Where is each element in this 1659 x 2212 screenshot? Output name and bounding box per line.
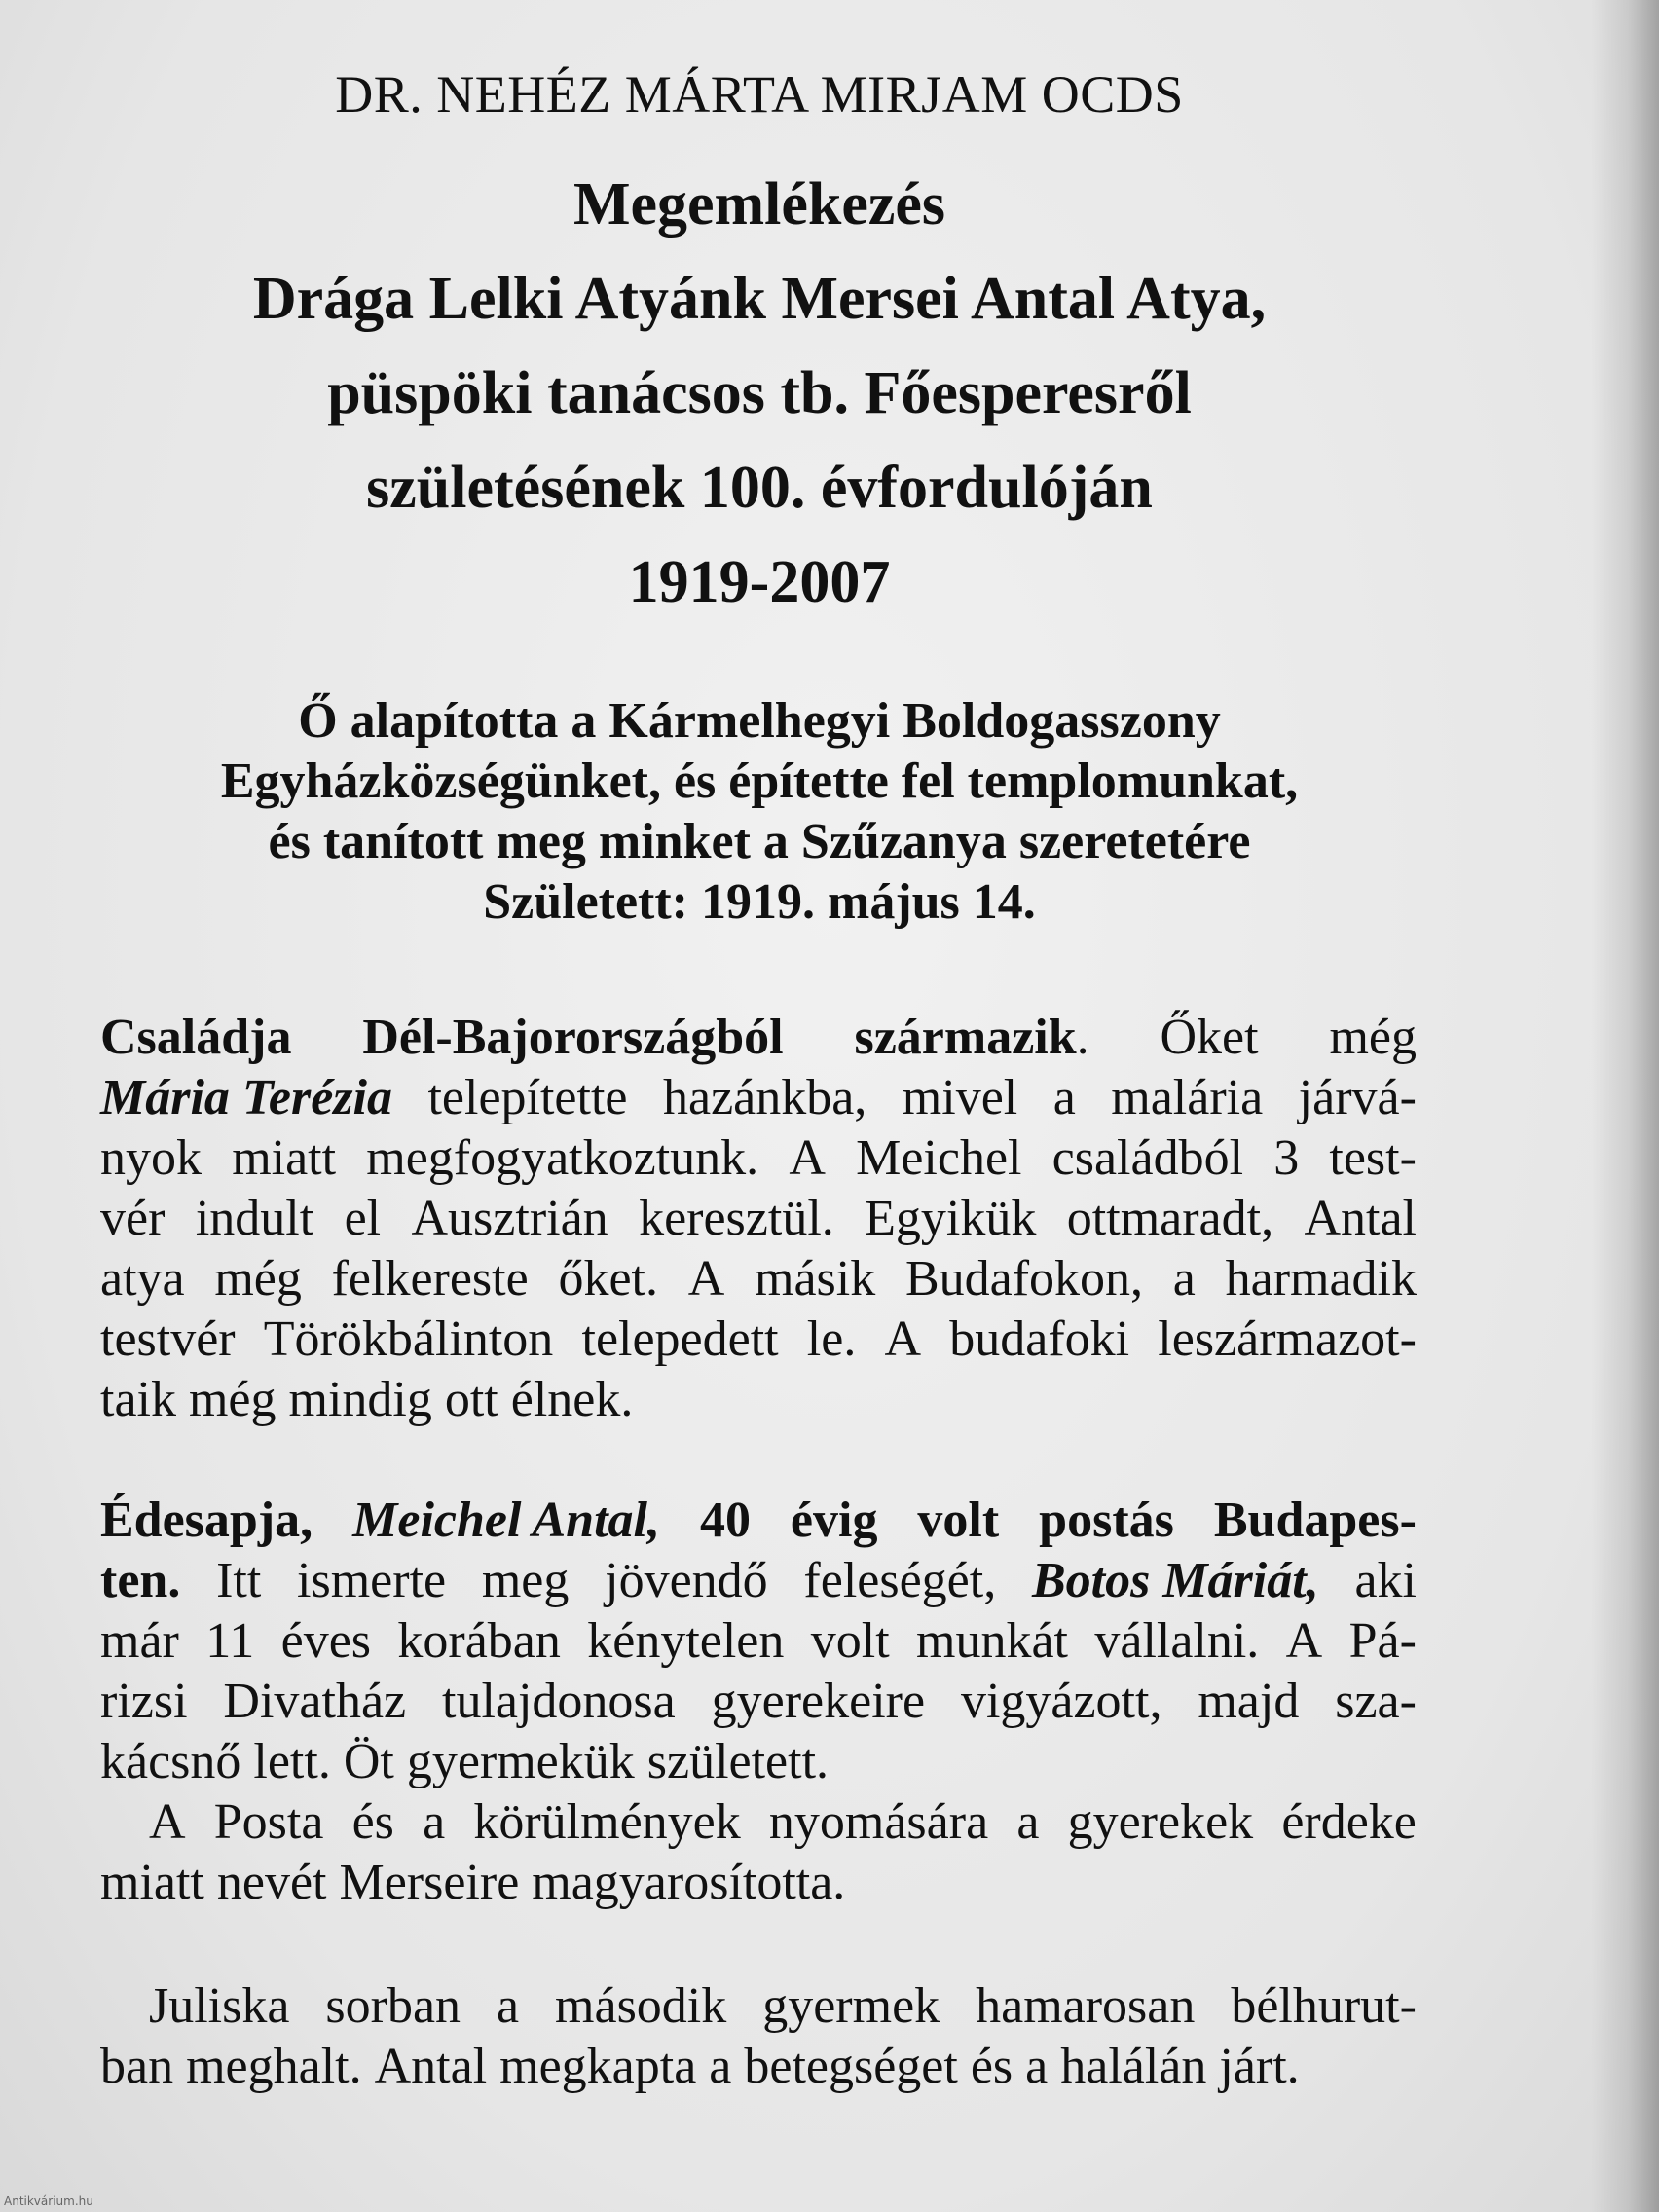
word: vér (100, 1191, 166, 1246)
title-line: püspöki tanácsos tb. Főesperesről (327, 360, 1192, 426)
word: magyarosította. (532, 1855, 846, 1910)
word: Dél-Bajorországból (362, 1010, 784, 1065)
title-line: születésének 100. évfordulóján (366, 455, 1153, 521)
word: taik (100, 1372, 176, 1427)
text-line (100, 2037, 1417, 2097)
word: halálán (1060, 2039, 1207, 2094)
word: és (351, 1794, 394, 1850)
word: feleségét, (803, 1553, 997, 1608)
word: sorban (325, 1978, 461, 2034)
word: telepítette (427, 1070, 628, 1125)
word: Családja (100, 1010, 292, 1065)
word: telepedett (581, 1311, 779, 1367)
word: korában (397, 1613, 561, 1669)
word: másik (755, 1251, 876, 1307)
word: budafoki (949, 1311, 1130, 1367)
word: A (149, 1794, 186, 1850)
text-line (100, 1370, 1417, 1430)
word: már (100, 1613, 179, 1669)
paragraph-family-origin (100, 1008, 1417, 1430)
word: Merseire (339, 1855, 520, 1910)
word: éves (280, 1613, 372, 1669)
title-line: 1919-2007 (628, 549, 891, 615)
word: bélhurut- (1231, 1978, 1417, 2034)
word: ottmaradt, (1066, 1191, 1274, 1246)
word: A (687, 1251, 725, 1307)
word: a (1016, 1794, 1040, 1850)
word: és (970, 2039, 1014, 2094)
word: Meichel Antal, (352, 1493, 660, 1548)
word: aki (1354, 1553, 1417, 1608)
word: Meichel (856, 1130, 1022, 1186)
word: A (789, 1130, 826, 1186)
word: a (423, 1794, 446, 1850)
text-line (100, 1249, 1417, 1309)
word: A (1285, 1613, 1323, 1669)
word: ban (100, 2039, 174, 2094)
word: vigyázott, (960, 1674, 1162, 1729)
watermark: Antikvárium.hu (4, 2194, 93, 2208)
text-line (100, 1672, 1417, 1732)
author-name: DR. NEHÉZ MÁRTA MIRJAM OCDS (335, 65, 1184, 124)
word: hamarosan (976, 1978, 1196, 2034)
word: munkát (916, 1613, 1068, 1669)
word: keresztül. (639, 1191, 834, 1246)
intro-line: Egyházközségünket, és építette fel templomunkat, (220, 754, 1299, 809)
intro-line: és tanított meg minket a Szűzanya szeretetére (268, 814, 1251, 869)
text-line (100, 1008, 1417, 1068)
title-line: Megemlékezés (572, 171, 946, 238)
word: nevét (216, 1855, 327, 1910)
intro-line: Ő alapította a Kármelhegyi Boldogasszony (298, 693, 1221, 749)
word: meg (481, 1553, 570, 1608)
word: évig (790, 1493, 878, 1548)
word: lett. (253, 1734, 331, 1789)
word: mindig (288, 1372, 432, 1427)
word: Divatház (223, 1674, 407, 1729)
word: megfogyatkoztunk. (366, 1130, 759, 1186)
word: ott (444, 1372, 498, 1427)
word: el (344, 1191, 382, 1246)
word: volt (810, 1613, 890, 1669)
word: Mária Terézia (100, 1070, 392, 1125)
word: nyok (100, 1130, 202, 1186)
text-line (100, 1976, 1417, 2037)
word: hazánkba, (662, 1070, 867, 1125)
word: 3 (1273, 1130, 1300, 1186)
word: Őket (1160, 1010, 1259, 1065)
word: Itt (216, 1553, 262, 1608)
word: harmadik (1225, 1251, 1417, 1307)
word: indult (195, 1191, 314, 1246)
word: leszármazot- (1158, 1311, 1417, 1367)
text-line (100, 1611, 1417, 1672)
word: született. (646, 1734, 830, 1789)
word: Ausztrián (411, 1191, 608, 1246)
word: . (1076, 1010, 1089, 1065)
word: járt. (1219, 2039, 1300, 2094)
text-line (100, 1128, 1417, 1189)
word: megkapta (499, 2039, 697, 2094)
text-line (100, 1551, 1417, 1611)
word: miatt (100, 1855, 204, 1910)
word: Édesapja, (100, 1493, 313, 1548)
word: járvá- (1298, 1070, 1417, 1125)
word: még (1329, 1010, 1417, 1065)
word: Budapes- (1213, 1493, 1417, 1548)
word: Posta (213, 1794, 324, 1850)
paragraph-siblings (100, 1976, 1417, 2097)
word: második (555, 1978, 727, 2034)
word: családból (1051, 1130, 1244, 1186)
title-line: Drága Lelki Atyánk Mersei Antal Atya, (252, 266, 1267, 332)
word: miatt (232, 1130, 337, 1186)
word: gyerekeire (711, 1674, 926, 1729)
word: élnek. (510, 1372, 634, 1427)
paragraph-parents (100, 1491, 1417, 1913)
page-spine-shadow (1591, 0, 1659, 2212)
word: a (497, 1978, 520, 2034)
word: 11 (205, 1613, 255, 1669)
word: 40 (699, 1493, 751, 1548)
text-line (100, 1309, 1417, 1370)
word: Budafokon, (904, 1251, 1144, 1307)
word: felkereste (331, 1251, 529, 1307)
word: Botos Máriát, (1031, 1553, 1319, 1608)
word: a (709, 2039, 732, 2094)
text-line (100, 1189, 1417, 1249)
text-line (100, 1491, 1417, 1551)
word: test- (1329, 1130, 1417, 1186)
word: atya (100, 1251, 185, 1307)
word: jövendő (605, 1553, 768, 1608)
word: nyomására (768, 1794, 989, 1850)
word: Pá- (1348, 1613, 1417, 1669)
word: majd (1198, 1674, 1300, 1729)
page-title (0, 158, 1519, 630)
word: malária (1111, 1070, 1264, 1125)
word: sza- (1335, 1674, 1417, 1729)
word: gyerekek (1067, 1794, 1254, 1850)
text-line (100, 1068, 1417, 1128)
word: ismerte (297, 1553, 447, 1608)
word: postás (1039, 1493, 1174, 1548)
word: a (1025, 2039, 1049, 2094)
word: még (188, 1372, 276, 1427)
word: ten. (100, 1553, 181, 1608)
word: Antal (1304, 1191, 1417, 1246)
intro-line: Született: 1919. május 14. (483, 874, 1036, 930)
word: körülmények (473, 1794, 741, 1850)
word: érdeke (1281, 1794, 1417, 1850)
word: gyermekük (406, 1734, 635, 1789)
word: le. (806, 1311, 857, 1367)
word: tulajdonosa (442, 1674, 676, 1729)
word: mivel (902, 1070, 1018, 1125)
text-line (100, 1792, 1417, 1853)
word: vállalni. (1094, 1613, 1260, 1669)
word: még (214, 1251, 302, 1307)
word: meghalt. (186, 2039, 362, 2094)
word: a (1052, 1070, 1076, 1125)
word: kénytelen (587, 1613, 785, 1669)
word: gyermek (762, 1978, 940, 2034)
word: származik (854, 1010, 1077, 1065)
word: őket. (558, 1251, 658, 1307)
word: Antal (374, 2039, 488, 2094)
word-group (854, 1008, 1088, 1068)
word: Egyikük (865, 1191, 1037, 1246)
text-line (100, 1853, 1417, 1913)
word: testvér (100, 1311, 236, 1367)
intro-dedication (0, 691, 1519, 933)
word: volt (917, 1493, 1000, 1548)
word: Törökbálinton (263, 1311, 554, 1367)
word: a (1172, 1251, 1196, 1307)
word: kácsnő (100, 1734, 241, 1789)
word: betegséget (744, 2039, 958, 2094)
word: A (884, 1311, 922, 1367)
word: rizsi (100, 1674, 188, 1729)
word: Öt (343, 1734, 394, 1789)
word: Juliska (149, 1978, 290, 2034)
text-line (100, 1732, 1417, 1792)
